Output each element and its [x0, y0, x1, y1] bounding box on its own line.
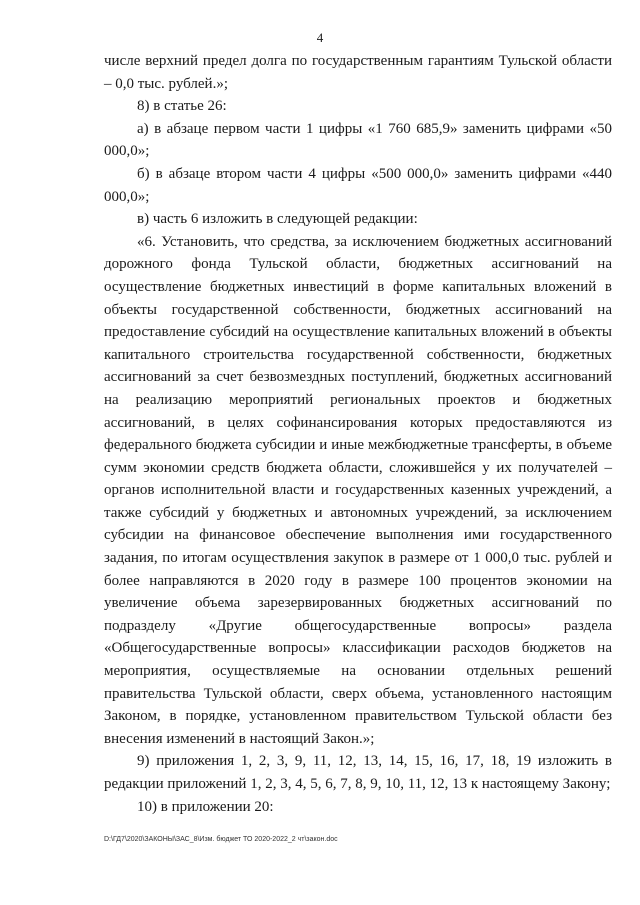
paragraph-3: а) в абзаце первом части 1 цифры «1 760 685,9» заменить цифрами «50 000,0»;	[104, 120, 612, 160]
paragraph-2: 8) в статье 26:	[137, 98, 227, 115]
paragraph-7: 9) приложения 1, 2, 3, 9, 11, 12, 13, 14, 15, 16, 17, 18, 19 изложить в редакции приложений 1, 2, 3, 4, 5, 6, 7, 8, 9, 10, 11, 12, 13 к настоящему Закону;	[104, 753, 612, 792]
document-body	[104, 50, 612, 818]
paragraph-1: числе верхний предел долга по государственным гарантиям Тульской области – 0,0 тыс. рублей.»;	[104, 53, 612, 92]
page-number: 4	[316, 30, 324, 45]
paragraph-5: в) часть 6 изложить в следующей редакции:	[137, 211, 418, 228]
paragraph-4: б) в абзаце втором части 4 цифры «500 000,0» заменить цифрами «440 000,0»;	[104, 165, 612, 205]
paragraph-8: 10) в приложении 20:	[137, 798, 274, 815]
paragraph-6: «6. Установить, что средства, за исключением бюджетных ассигнований дорожного фонда Тульской области, бюджетных ассигнований на осуществление бюджетных инвестиций в форме капитальных вложений в объекты государственной собственности, бюджетных ассигнований на предоставление субсидий на осуществление капитальных вложений в объекты капитального строительства государственной собственности, бюджетных ассигнований за счет безвозмездных поступлений, бюджетных ассигнований на реализацию мероприятий региональных проектов и бюджетных ассигнований, в целях софинансирования которых предоставляются из федерального бюджета субсидии и иные межбюджетные трансферты, в объеме сумм экономии средств бюджета области, сложившейся у их получателей – органов исполнительной власти и государственных казенных учреждений, а также субсидий у бюджетных и автономных учреждений, за исключением субсидии на финансовое обеспечение выполнения ими государственного задания, по итогам осуществления закупок в размере от 1 000,0 тыс. рублей и более направляются в 2020 году в размере 100 процентов экономии на увеличение объема зарезервированных бюджетных ассигнований по подразделу «Другие общегосударственные вопросы» раздела «Общегосударственные вопросы» классификации расходов бюджетов на мероприятия, осуществляемые на основании отдельных решений правительства Тульской области, сверх объема, установленного настоящим Законом, в порядке, установленном правительством Тульской области без внесения изменений в настоящий Закон.»;	[104, 233, 612, 747]
file-path-footer: D:\ГД7\2020\ЗАКОНЫ\ЗАС_8\Изм. бюджет ТО 2020-2022_2 чт\закон.doc	[104, 836, 338, 843]
